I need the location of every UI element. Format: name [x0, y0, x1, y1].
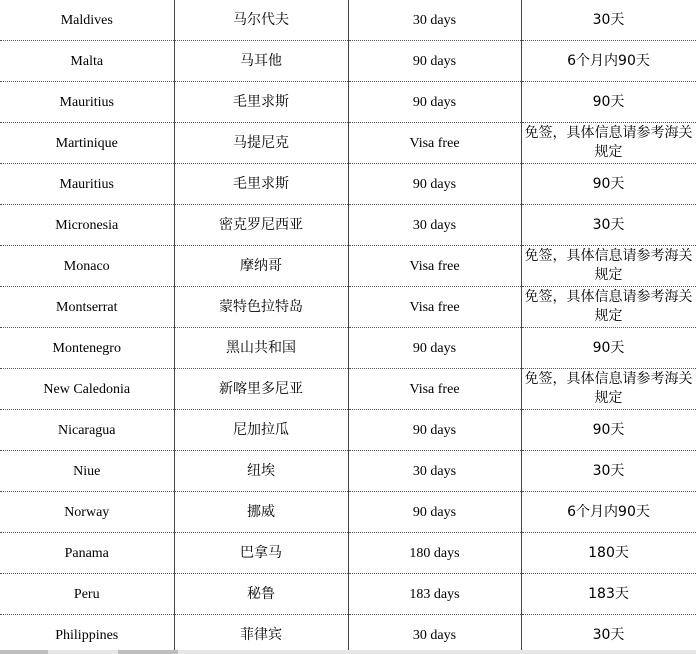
country-chinese-cell: 挪威 — [174, 492, 348, 533]
stay-note-cell: 免签，具体信息请参考海关规定 — [521, 369, 696, 410]
scrollbar-segment — [0, 650, 48, 654]
stay-note-cell: 免签，具体信息请参考海关规定 — [521, 287, 696, 328]
country-english-cell: Norway — [0, 492, 174, 533]
stay-note-cell: 免签，具体信息请参考海关规定 — [521, 123, 696, 164]
country-chinese-cell: 毛里求斯 — [174, 164, 348, 205]
table-row — [0, 41, 696, 82]
table-row — [0, 0, 696, 41]
stay-duration-cell: 90 days — [348, 410, 521, 451]
scrollbar-segment — [118, 650, 178, 654]
table-row — [0, 369, 696, 410]
stay-note-cell: 30天 — [521, 0, 696, 41]
country-chinese-cell: 蒙特色拉特岛 — [174, 287, 348, 328]
country-english-cell: Martinique — [0, 123, 174, 164]
country-chinese-cell: 密克罗尼西亚 — [174, 205, 348, 246]
horizontal-scrollbar[interactable] — [0, 650, 696, 654]
stay-note-cell: 30天 — [521, 615, 696, 654]
country-english-cell: Nicaragua — [0, 410, 174, 451]
stay-duration-cell: 30 days — [348, 615, 521, 654]
table-row — [0, 164, 696, 205]
table-row — [0, 82, 696, 123]
stay-note-cell: 90天 — [521, 164, 696, 205]
country-chinese-cell: 菲律宾 — [174, 615, 348, 654]
table-row — [0, 328, 696, 369]
country-english-cell: Montserrat — [0, 287, 174, 328]
stay-duration-cell: 180 days — [348, 533, 521, 574]
table-row — [0, 492, 696, 533]
country-english-cell: Panama — [0, 533, 174, 574]
country-chinese-cell: 秘鲁 — [174, 574, 348, 615]
stay-note-cell: 90天 — [521, 82, 696, 123]
stay-note-cell: 90天 — [521, 328, 696, 369]
stay-duration-cell: 90 days — [348, 328, 521, 369]
stay-duration-cell: 183 days — [348, 574, 521, 615]
country-english-cell: Mauritius — [0, 164, 174, 205]
table-row — [0, 410, 696, 451]
stay-duration-cell: 30 days — [348, 205, 521, 246]
country-english-cell: Malta — [0, 41, 174, 82]
country-english-cell: Monaco — [0, 246, 174, 287]
country-chinese-cell: 尼加拉瓜 — [174, 410, 348, 451]
table-row — [0, 287, 696, 328]
stay-note-cell: 6个月内90天 — [521, 492, 696, 533]
stay-duration-cell: 30 days — [348, 0, 521, 41]
stay-duration-cell: 90 days — [348, 164, 521, 205]
table-row — [0, 615, 696, 654]
country-chinese-cell: 马耳他 — [174, 41, 348, 82]
stay-duration-cell: 30 days — [348, 451, 521, 492]
country-chinese-cell: 巴拿马 — [174, 533, 348, 574]
country-chinese-cell: 黑山共和国 — [174, 328, 348, 369]
country-chinese-cell: 马尔代夫 — [174, 0, 348, 41]
country-chinese-cell: 马提尼克 — [174, 123, 348, 164]
stay-note-cell: 183天 — [521, 574, 696, 615]
table-row — [0, 205, 696, 246]
table-row — [0, 123, 696, 164]
table-row — [0, 533, 696, 574]
country-chinese-cell: 新喀里多尼亚 — [174, 369, 348, 410]
country-english-cell: Philippines — [0, 615, 174, 654]
stay-duration-cell: Visa free — [348, 246, 521, 287]
country-english-cell: Peru — [0, 574, 174, 615]
stay-note-cell: 180天 — [521, 533, 696, 574]
stay-note-cell: 免签，具体信息请参考海关规定 — [521, 246, 696, 287]
country-english-cell: Maldives — [0, 0, 174, 41]
country-chinese-cell: 纽埃 — [174, 451, 348, 492]
stay-note-cell: 90天 — [521, 410, 696, 451]
stay-duration-cell: 90 days — [348, 492, 521, 533]
country-english-cell: Niue — [0, 451, 174, 492]
stay-duration-cell: Visa free — [348, 287, 521, 328]
stay-duration-cell: 90 days — [348, 82, 521, 123]
table-row — [0, 451, 696, 492]
country-chinese-cell: 毛里求斯 — [174, 82, 348, 123]
country-english-cell: Mauritius — [0, 82, 174, 123]
country-chinese-cell: 摩纳哥 — [174, 246, 348, 287]
country-english-cell: New Caledonia — [0, 369, 174, 410]
country-english-cell: Montenegro — [0, 328, 174, 369]
stay-duration-cell: Visa free — [348, 369, 521, 410]
stay-note-cell: 6个月内90天 — [521, 41, 696, 82]
table-row — [0, 246, 696, 287]
table-row — [0, 574, 696, 615]
stay-note-cell: 30天 — [521, 205, 696, 246]
country-english-cell: Micronesia — [0, 205, 174, 246]
stay-duration-cell: 90 days — [348, 41, 521, 82]
stay-note-cell: 30天 — [521, 451, 696, 492]
stay-duration-cell: Visa free — [348, 123, 521, 164]
